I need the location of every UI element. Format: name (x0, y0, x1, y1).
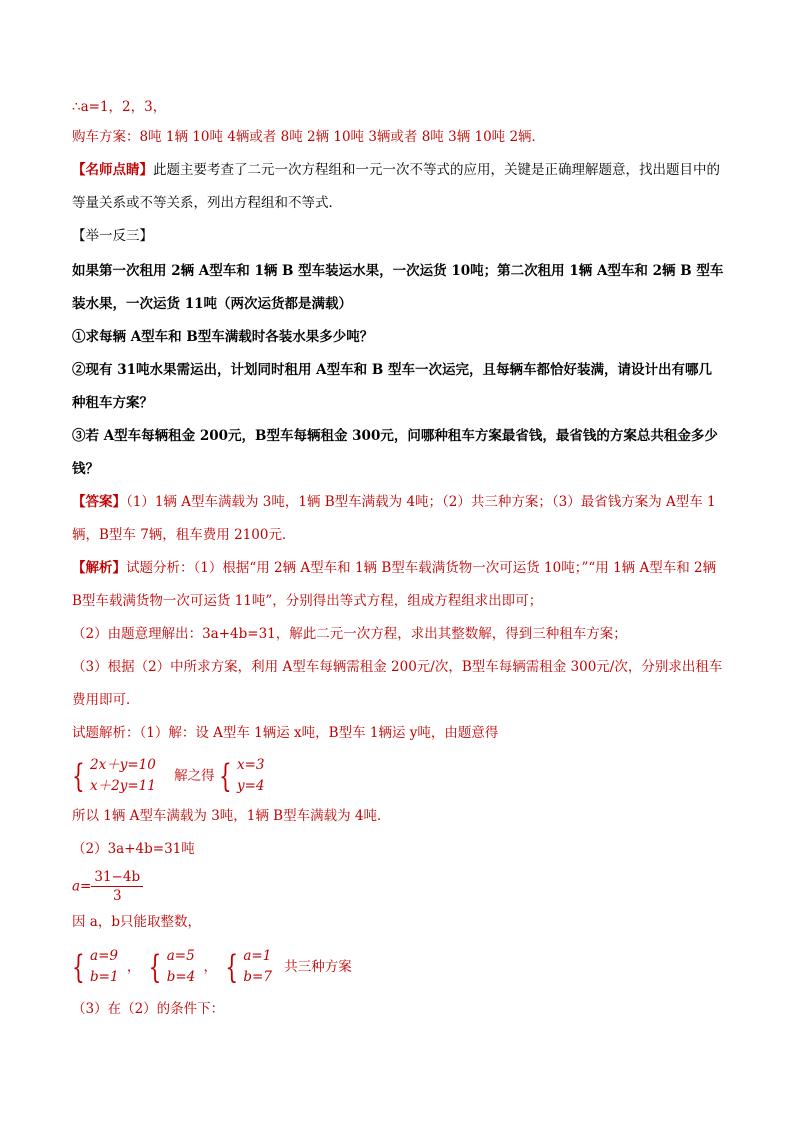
equation-system (72, 751, 156, 801)
equation-system-row (72, 750, 724, 800)
line-a-values: ∴a=1，2，3， (72, 99, 167, 115)
question-3: ③若 A型车每辆租金 200元，B型车每辆租金 300元，问哪种租车方案最省钱，最省钱的方案总共租金多少钱？ (72, 428, 718, 477)
part-2-equation: （2）3a+4b=31吨 (72, 841, 195, 857)
teacher-note-tag: 【名师点睛】 (72, 162, 153, 178)
s2-b: b=4 (166, 969, 196, 985)
solution-set-2 (149, 940, 196, 994)
brace-symbol: { (218, 756, 232, 796)
brace-symbol: { (148, 947, 162, 987)
equations (90, 755, 156, 797)
question-1: ①求每辆 A型车和 B型车满载时各装水果多少吨？ (72, 329, 374, 345)
answer-text: （1）1辆 A型车满载为 3吨，1辆 B型车满载为 4吨；（2）共三种方案；（3）最省钱方案为 A型车 1辆，B型车 7辆，租车费用 2100元． (72, 494, 716, 543)
section-heading: 【举一反三】 (72, 228, 153, 244)
fraction-row (72, 866, 724, 906)
separator-comma: ， (203, 958, 218, 975)
analysis-text: 试题分析：（1）根据“用 2辆 A型车和 1辆 B型车载满货物一次可运货 10吨；”“用 1辆 A型车和 2辆 B型车载满货物一次可运货 11吨”，分别得出等式方程，组成方程组求出即可； (72, 560, 717, 609)
conclusion-1: 所以 1辆 A型车满载为 3吨，1辆 B型车满载为 4吨． (72, 808, 391, 824)
teacher-note-text: 此题主要考查了二元一次方程组和一元一次不等式的应用，关键是正确理解题意，找出题目中的等量关系或不等关系，列出方程组和不等式． (72, 162, 720, 211)
fraction-numerator: 31−4b (91, 868, 143, 887)
brace-symbol: { (72, 756, 85, 796)
s3-b: b=7 (243, 969, 272, 985)
analysis-3: （3）根据（2）中所求方案，利用 A型车每辆需租金 200元/次，B型车每辆需租金 300元/次，分别求出租车费用即可． (72, 659, 723, 708)
problem-statement: 如果第一次租用 2辆 A型车和 1辆 B 型车装运水果，一次运货 10吨；第二次租用 1辆 A型车和 2辆 B 型车装水果，一次运货 11吨（两次运货都是满载） (72, 263, 724, 312)
solution-set-1-values (90, 946, 119, 988)
solution-y: y=4 (236, 778, 265, 794)
analysis-tag: 【解析】 (72, 560, 126, 576)
s1-a: a=9 (90, 948, 118, 964)
answer (72, 486, 724, 552)
fraction (91, 868, 143, 905)
s3-a: a=1 (243, 948, 272, 964)
s2-a: a=5 (166, 948, 195, 964)
brace-symbol: { (225, 947, 239, 987)
solve-word: 解之得 (174, 767, 215, 784)
integer-solutions-row (72, 939, 724, 993)
equation-1: 2x＋y=10 (90, 757, 156, 773)
solutions (237, 755, 265, 797)
analysis-2: （2）由题意理解出：3a+4b=31，解此二元一次方程，求出其整数解，得到三种租车方案； (72, 626, 627, 642)
brace-symbol: { (72, 947, 85, 987)
integer-condition: 因 a，b只能取整数， (72, 914, 201, 930)
document-body (72, 96, 724, 1026)
solution-x: x=3 (236, 757, 265, 773)
answer-tag: 【答案】 (72, 494, 126, 510)
teacher-note (72, 154, 724, 220)
equation-2: x＋2y=11 (90, 778, 156, 794)
solution-set-3 (225, 940, 272, 994)
solution-set-1 (72, 940, 119, 994)
s1-b: b=1 (90, 969, 119, 985)
analysis (72, 552, 724, 618)
solution-intro: 试题解析：（1）解：设 A型车 1辆运 x吨，B型车 1辆运 y吨，由题意得 (72, 725, 499, 741)
solution-set-2-values (167, 946, 196, 988)
fraction-lhs: a= (72, 878, 92, 895)
fraction-denominator: 3 (112, 888, 122, 904)
solution-system (219, 751, 265, 801)
line-purchase-plans: 购车方案：8吨 1辆 10吨 4辆或者 8吨 2辆 10吨 3辆或者 8吨 3辆 10吨 2辆． (72, 129, 546, 145)
separator-comma: ， (126, 958, 141, 975)
question-2: ②现有 31吨水果需运出，计划同时租用 A型车和 B 型车一次运完，且每辆车都恰好装满，请设计出有哪几种租车方案？ (72, 362, 712, 411)
part-3-intro: （3）在（2）的条件下： (72, 1001, 225, 1017)
three-plans-label: 共三种方案 (284, 958, 352, 975)
solution-set-3-values (243, 946, 272, 988)
